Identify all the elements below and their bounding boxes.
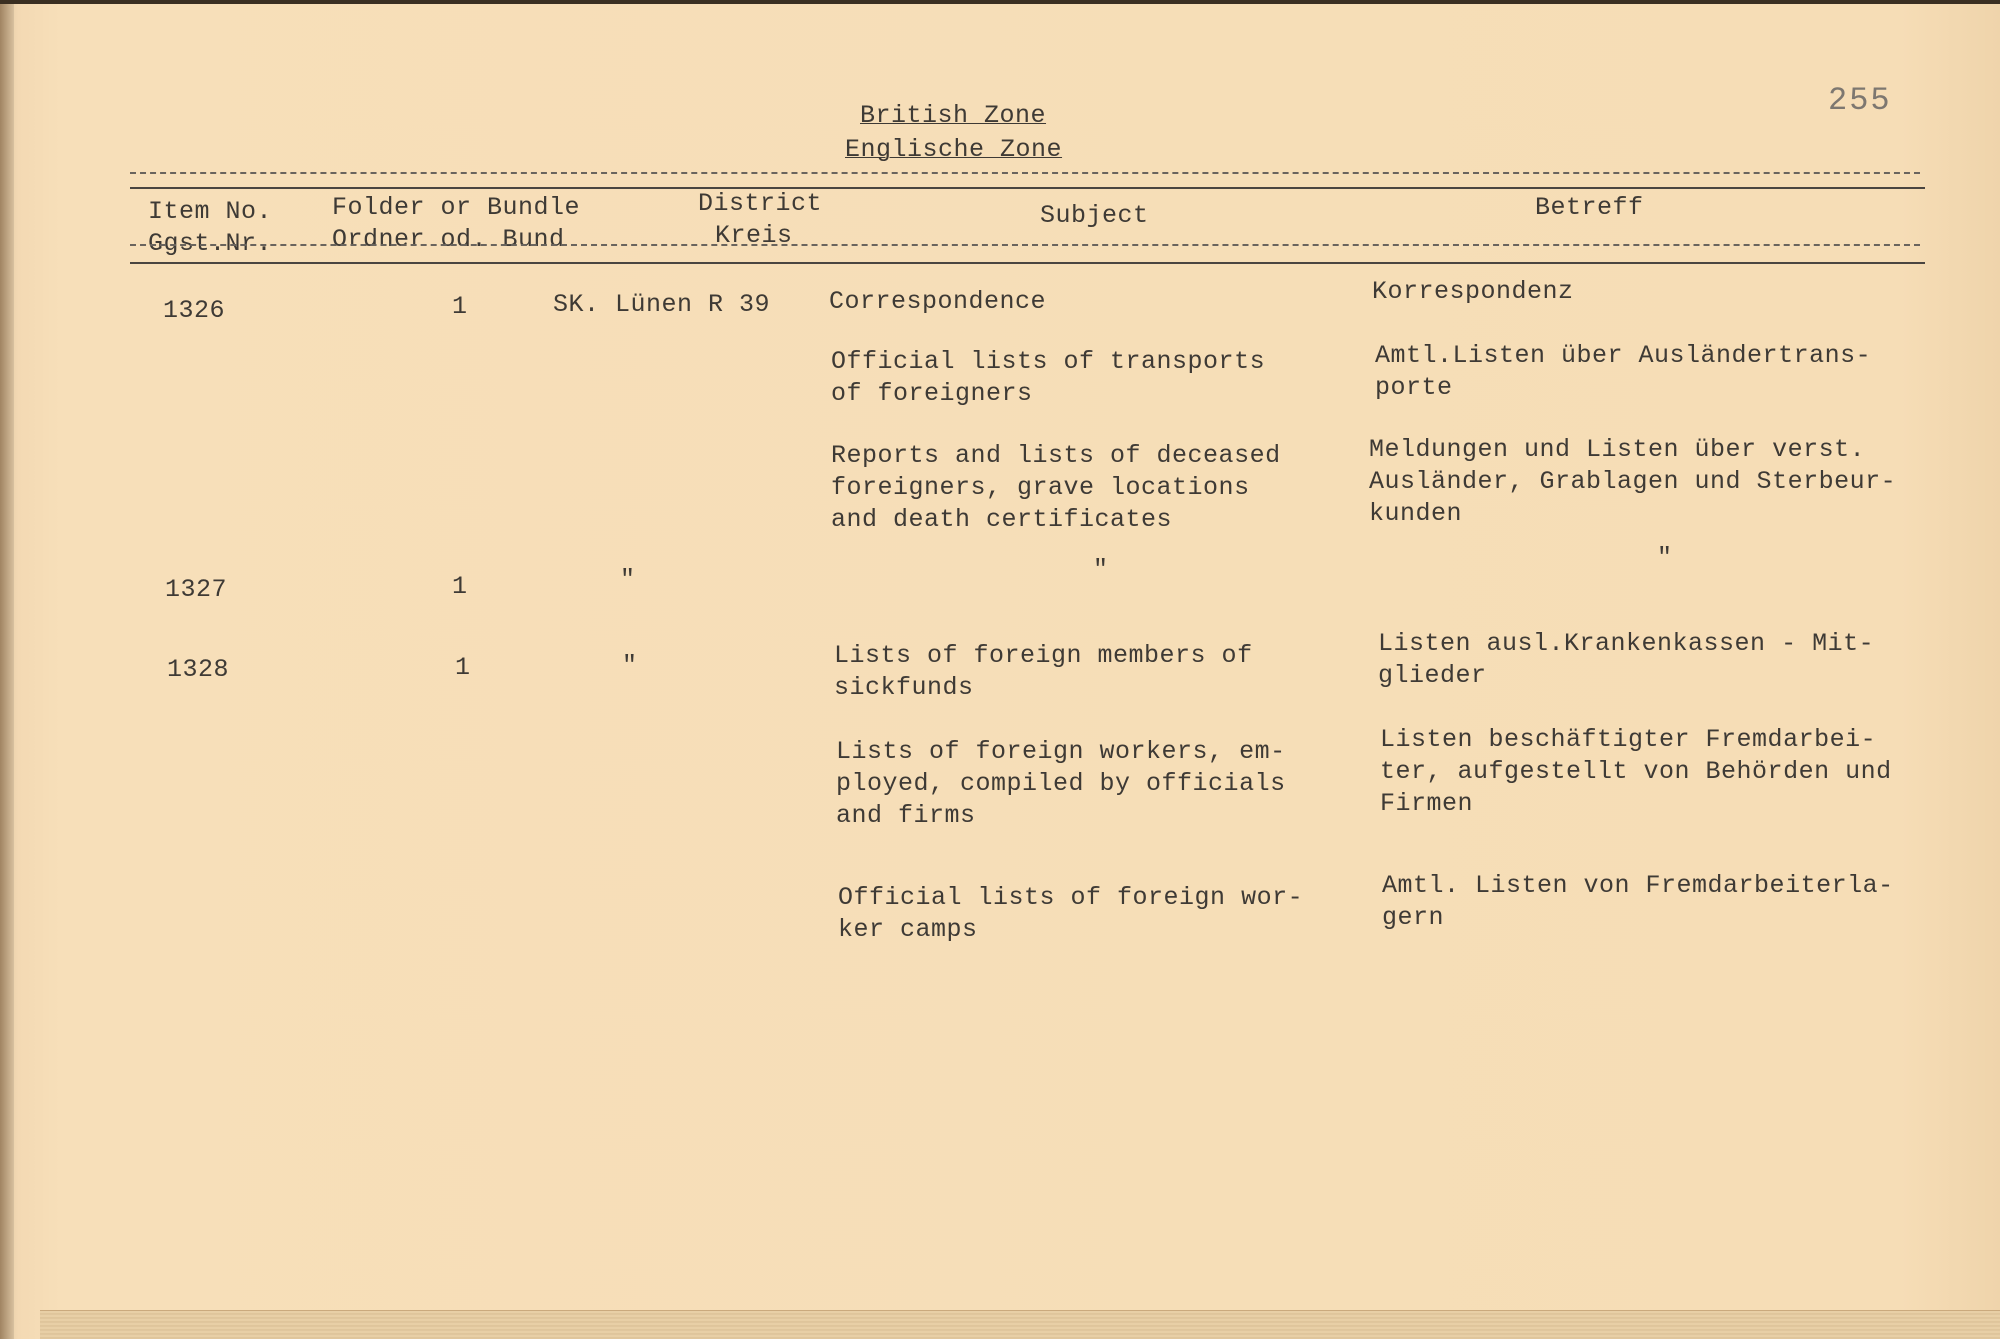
page-number: 255: [1828, 82, 1892, 119]
row-1326-subject-3: Reports and lists of deceased foreigners, grave locations and death certificates: [831, 441, 1281, 534]
row-1328-subject-2: Lists of foreign workers, em- ployed, compiled by officials and firms: [836, 737, 1286, 830]
row-1327-subject-ditto: ": [1093, 555, 1109, 584]
row-1327-item: 1327: [165, 575, 228, 604]
row-1326-subject-2: Official lists of transports of foreigners: [831, 347, 1266, 408]
row-1328-betreff-1: Listen ausl.Krankenkassen - Mit- glieder: [1378, 629, 1875, 690]
row-1328-subject-3: Official lists of foreign wor- ker camps: [838, 883, 1304, 944]
row-1328-item: 1328: [167, 655, 230, 684]
row-1327-folder: 1: [452, 572, 468, 601]
row-1328-subject-1: Lists of foreign members of sickfunds: [834, 641, 1253, 702]
column-header-folder-en: Folder or Bundle: [332, 193, 581, 222]
column-header-item-en: Item No.: [148, 197, 273, 226]
column-header-betreff: Betreff: [1535, 193, 1644, 222]
row-1326-subject-1: Correspondence: [829, 287, 1047, 316]
document-page: [0, 4, 2000, 1339]
zone-title-german: Englische Zone: [845, 135, 1063, 164]
column-header-district-de: Kreis: [715, 221, 793, 250]
row-1328-district-ditto: ": [622, 651, 638, 680]
column-header-folder-de: Ordner od. Bund: [332, 225, 565, 254]
column-header-item-de: Ggst.Nr.: [148, 229, 273, 258]
header-top-rule: [130, 187, 1925, 189]
column-header-subject: Subject: [1040, 201, 1149, 230]
row-1328-betreff-2: Listen beschäftigter Fremdarbei- ter, aufgestellt von Behörden und Firmen: [1380, 725, 1892, 818]
column-header-district-en: District: [698, 189, 823, 218]
row-1326-item: 1326: [163, 296, 226, 325]
page-stack-edge: [40, 1310, 2000, 1339]
row-1327-district-ditto: ": [620, 565, 636, 594]
row-1326-betreff-1: Korrespondenz: [1372, 277, 1574, 306]
column-header-dashed-rule: [130, 244, 1920, 246]
row-1326-district: SK. Lünen R 39: [553, 290, 771, 319]
row-1326-betreff-3: Meldungen und Listen über verst. Ausländer, Grablagen und Sterbeur- kunden: [1369, 435, 1897, 528]
row-1328-folder: 1: [455, 653, 471, 682]
header-dashed-rule: [130, 172, 1920, 174]
binding-edge: [0, 4, 14, 1339]
zone-title-english: British Zone: [860, 101, 1047, 130]
row-1328-betreff-3: Amtl. Listen von Fremdarbeiterla- gern: [1382, 871, 1894, 932]
row-1326-folder: 1: [452, 292, 468, 321]
row-1326-betreff-2: Amtl.Listen über Ausländertrans- porte: [1375, 341, 1872, 402]
row-1327-betreff-ditto: ": [1657, 543, 1673, 572]
column-header-bottom-rule: [130, 262, 1925, 264]
